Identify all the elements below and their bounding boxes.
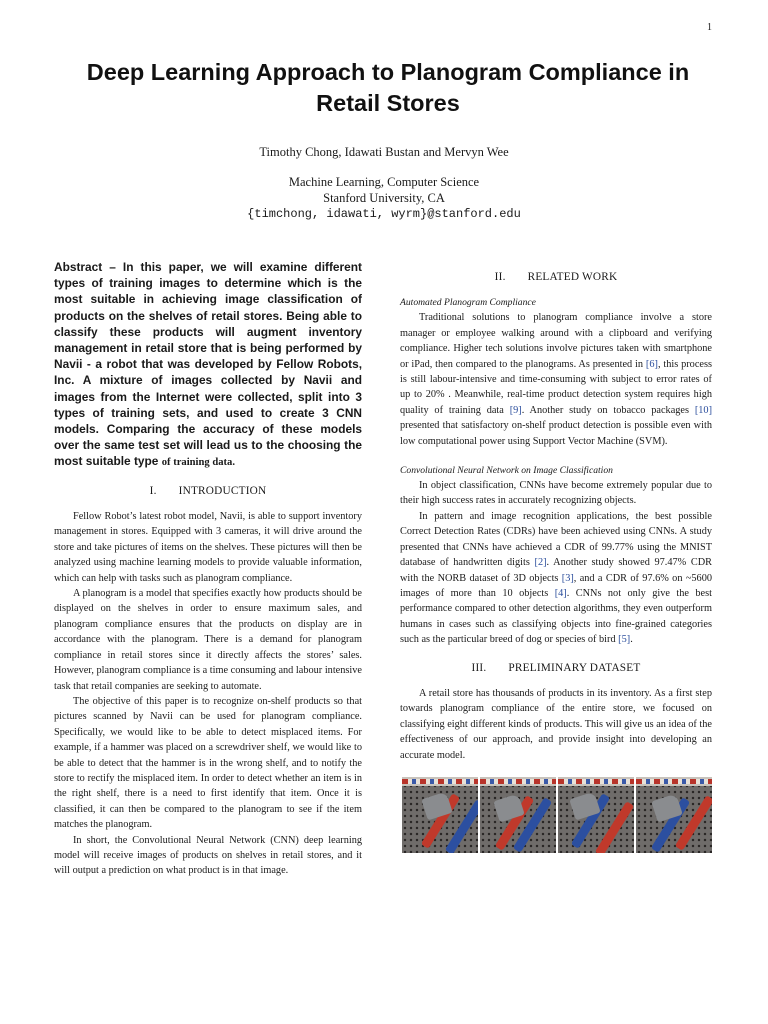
author-emails: {timchong, idawati, wyrm}@stanford.edu bbox=[247, 207, 521, 221]
abstract-text: Abstract – In this paper, we will examine different types of training images to determine which is the most suitable in achieving image classification of products on the shelves of retail stores. Being able to classify these products will augment inventory management in retail store that is being performed by Navii - a robot that was developed by Fellow Robots, Inc. A mixture of images collected by Navii and images from the Internet were collected, split into 3 types of training sets, and used to create 3 CNN models. Comparing the accuracy of these models over the same test set will lead us to the choosing the most suitable type bbox=[54, 260, 362, 469]
section-heading-related-work: II. RELATED WORK bbox=[494, 271, 618, 283]
left-column bbox=[54, 259, 362, 879]
related-paragraph-3: In pattern and image recognition applications, the best possible Correct Detection Rates (CDRs) have been achieved using CNNs. A study presented that CNNs have achieved a CDR of 99.77% using the MNIST database of handwritten digits [2]. Another study showed 97.47% CDR with the NORB dataset of 3D objects [3], and a CDR of 97.6% on ~5600 images of more than 10 objects [4]. CNNs not only give the best performance compared to other detection algorithms, they even outperform humans in cases such as classifying objects into fine-grained categories such as the particular breed of dog or species of bird [5]. bbox=[400, 510, 712, 646]
hammer-photo bbox=[558, 777, 634, 853]
section-heading-introduction: I. INTRODUCTION bbox=[149, 484, 267, 497]
section-heading-preliminary-dataset: III. PRELIMINARY DATASET bbox=[471, 661, 641, 674]
affiliation-dept: Machine Learning, Computer Science bbox=[288, 175, 480, 189]
related-paragraph-2: In object classification, CNNs have become extremely popular due to their high success rates in accurately recognizing objects. bbox=[400, 480, 712, 507]
hammer-photo bbox=[636, 777, 712, 853]
hammer-photo bbox=[402, 777, 478, 853]
abstract bbox=[54, 259, 362, 472]
intro-paragraph-1: Fellow Robot’s latest robot model, Navii, is able to support inventory management in stores. Equipped with 3 cameras, it will drive around the store and take pictures of items on the shelves. These pictures will then be analyzed using machine learning models to provide valuable information, which can help with tasks such as planogram compliance. bbox=[54, 511, 362, 584]
prelim-paragraph-1: A retail store has thousands of products in its inventory. As a first step towards planogram compliance of the entire store, we focused on classifying eight different kinds of products. This will give us an idea of the effectiveness of our approach, and provide insight into developing an accurate model. bbox=[400, 687, 712, 761]
citation-link[interactable]: [2] bbox=[534, 557, 547, 569]
paper-title: Deep Learning Approach to Planogram Compliance in Retail Stores bbox=[86, 59, 690, 116]
subsection-cnn-classification: Convolutional Neural Network on Image Classification bbox=[400, 465, 613, 477]
related-paragraph-1: Traditional solutions to planogram compliance involve a store manager or employee walking around with a clipboard and verifying compliance. Higher tech solutions involve pictures taken with smartphone or iPad, then compared to the planograms. As presented in [6], this process is still labour-intensive and time-consuming with subject to error rates of up to 20% . Meanwhile, real-time product detection system requires high quality of training data [9]. Another study on tobacco packages [10] presented that satisfactory on-shelf product detection is possible even with low computational power using Support Vector Machine (SVM). bbox=[400, 312, 712, 447]
abstract-tail: of training data. bbox=[161, 457, 235, 469]
citation-link[interactable]: [6] bbox=[645, 358, 658, 370]
product-image-strip bbox=[402, 777, 712, 853]
intro-paragraph-4: In short, the Convolutional Neural Network (CNN) deep learning model will receive images of products on shelves in retail stores, and it will output a prediction on what product is in that image. bbox=[54, 834, 362, 877]
citation-link[interactable]: [3] bbox=[561, 572, 574, 584]
subsection-planogram-compliance: Automated Planogram Compliance bbox=[400, 297, 536, 309]
authors: Timothy Chong, Idawati Bustan and Mervyn Wee bbox=[259, 145, 509, 159]
intro-paragraph-3: The objective of this paper is to recognize on-shelf products so that pictures scanned by Navii can be used for planogram compliance. Specifically, we would like to be able to detect misplaced items. For example, if a hammer was placed on a screwdriver shelf, we would like to be able to detect that the hammer is in the wrong shelf, and to notify the store to rectify the misplaced item. In order to detect whether an item is in the right shelf, there is a need to first identify that item. Once it is classified, it can then be compared to the planogram to see if the item matches the planogram. bbox=[54, 695, 362, 831]
right-column bbox=[400, 270, 712, 853]
hammer-photo bbox=[480, 777, 556, 853]
citation-link[interactable]: [4] bbox=[554, 587, 567, 599]
intro-paragraph-2: A planogram is a model that specifies exactly how products should be displayed on the shelves in order to ensure maximum sales, and planogram compliance ensures that the products on display are in accordance with the planogram. There is a demand for planogram compliance in retail stores since it directly affects the stores’ sales. However, planogram compliance is a time consuming and labour intensive task that retail companies are seeking to automate. bbox=[54, 588, 362, 692]
page-number: 1 bbox=[707, 22, 712, 33]
affiliation bbox=[0, 174, 768, 222]
citation-link[interactable]: [10] bbox=[694, 404, 712, 416]
citation-link[interactable]: [9] bbox=[509, 404, 522, 416]
citation-link[interactable]: [5] bbox=[618, 634, 631, 646]
affiliation-university: Stanford University, CA bbox=[323, 191, 445, 205]
